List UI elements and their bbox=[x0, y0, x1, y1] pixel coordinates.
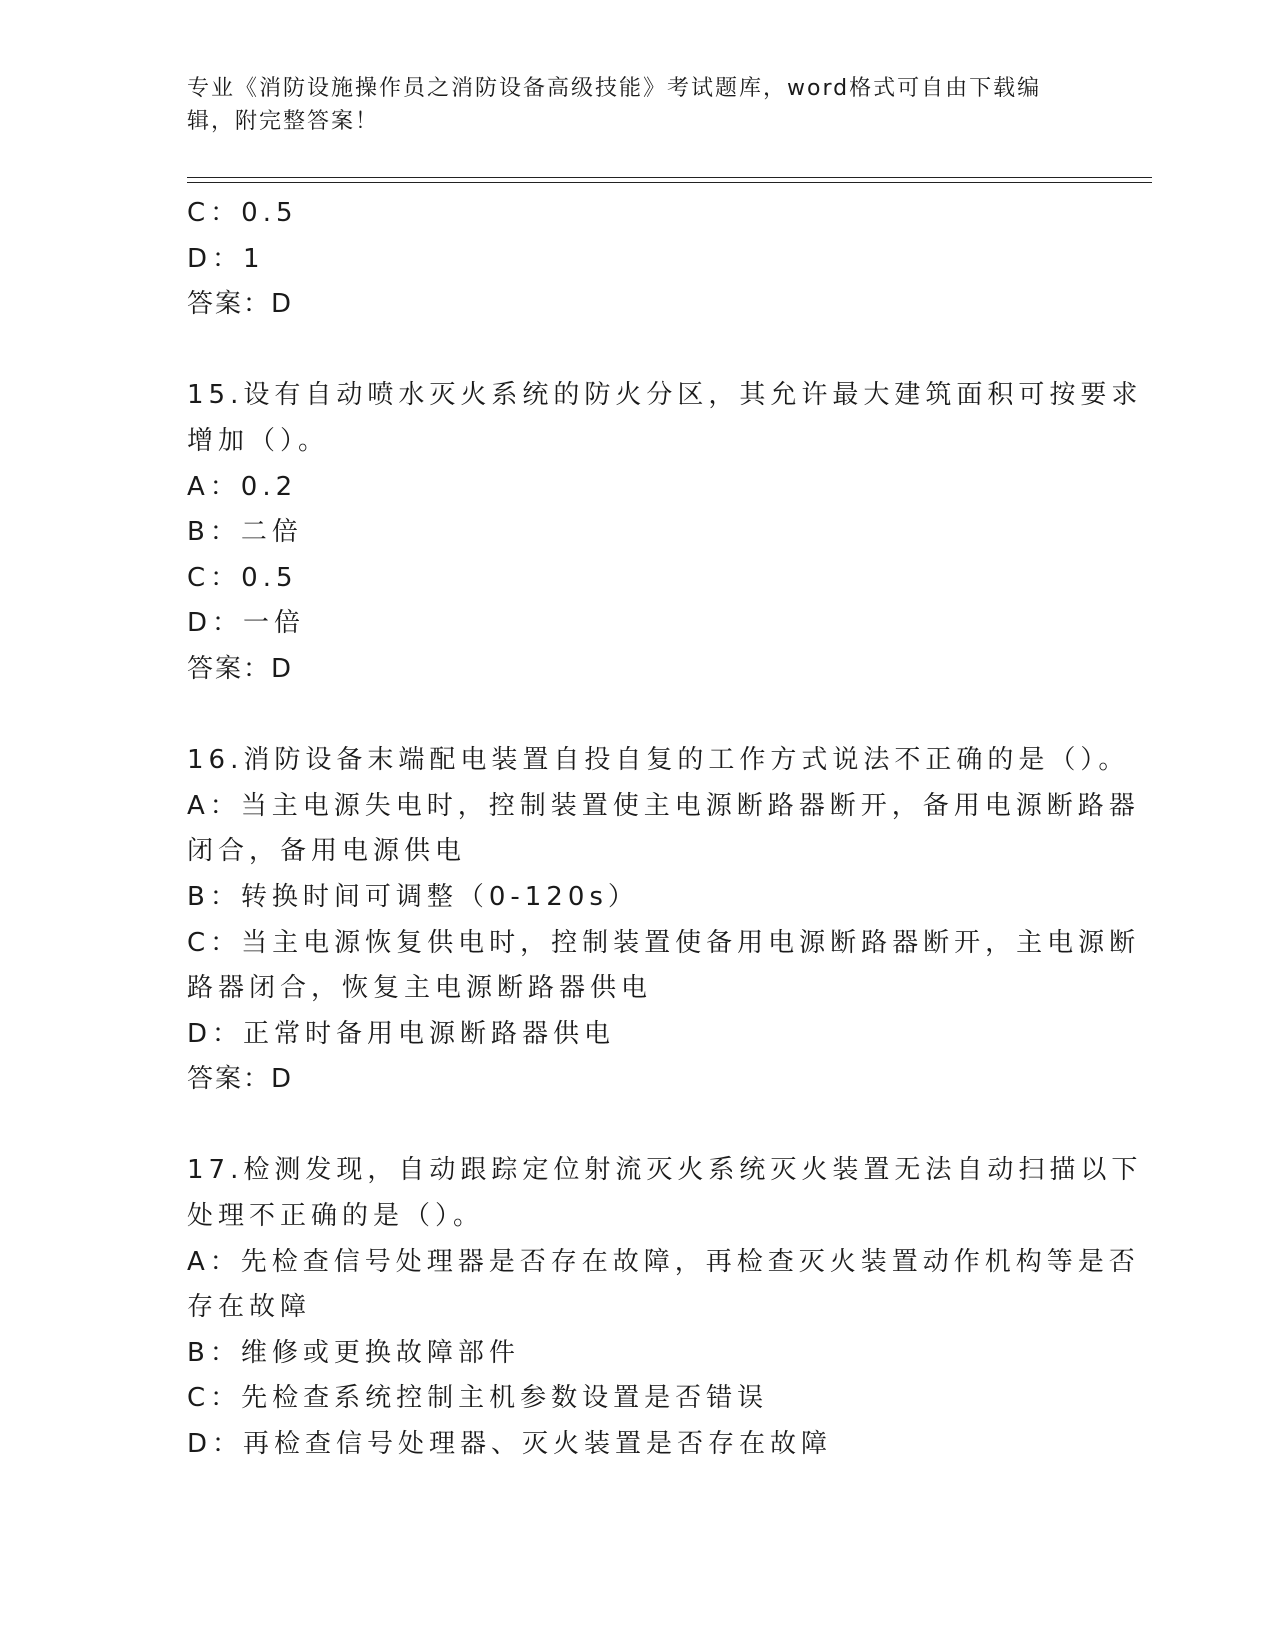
option-d: D：一倍 bbox=[187, 608, 306, 639]
question-stem-cont: 增加（）。 bbox=[187, 425, 330, 456]
option-b: B：二倍 bbox=[187, 517, 303, 548]
answer: 答案：D bbox=[187, 289, 294, 320]
spacer bbox=[187, 328, 1087, 374]
spacer bbox=[187, 693, 1087, 739]
question-14-tail bbox=[187, 191, 1087, 328]
option-a-cont: 闭合，备用电源供电 bbox=[187, 836, 467, 867]
question-15 bbox=[187, 373, 1143, 692]
answer: 答案：D bbox=[187, 1064, 294, 1095]
option-d: D：再检查信号处理器、灭火装置是否存在故障 bbox=[187, 1429, 833, 1460]
option-b: B：维修或更换故障部件 bbox=[187, 1337, 520, 1368]
page-header bbox=[187, 72, 1067, 138]
option-a: A：0.2 bbox=[187, 471, 298, 502]
answer: 答案：D bbox=[187, 653, 294, 684]
header-divider-top bbox=[187, 177, 1152, 178]
option-c: C：先检查系统控制主机参数设置是否错误 bbox=[187, 1383, 769, 1414]
option-b: B：转换时间可调整（0-120s） bbox=[187, 881, 639, 912]
option-a: A：先检查信号处理器是否存在故障，再检查灭火装置动作机构等是否 bbox=[187, 1246, 1140, 1277]
header-line-2: 辑，附完整答案！ bbox=[187, 109, 380, 134]
option-c: C：0.5 bbox=[187, 198, 298, 228]
spacer bbox=[187, 1103, 1087, 1149]
question-17 bbox=[187, 1148, 1143, 1467]
option-d: D：1 bbox=[187, 243, 265, 274]
header-line-1: 专业《消防设施操作员之消防设备高级技能》考试题库，word格式可自由下载编 bbox=[187, 76, 1042, 101]
option-c: C：当主电源恢复供电时，控制装置使备用电源断路器断开，主电源断 bbox=[187, 927, 1141, 958]
question-stem-cont: 处理不正确的是（）。 bbox=[187, 1201, 485, 1232]
question-list bbox=[187, 191, 1143, 1468]
question-stem: 17.检测发现，自动跟踪定位射流灭火系统灭火装置无法自动扫描以下 bbox=[187, 1155, 1143, 1186]
option-c: C：0.5 bbox=[187, 562, 298, 593]
option-d: D：正常时备用电源断路器供电 bbox=[187, 1018, 616, 1049]
question-16 bbox=[187, 738, 1141, 1103]
header-divider-bottom bbox=[187, 182, 1152, 183]
option-a-cont: 存在故障 bbox=[187, 1292, 312, 1323]
question-stem: 15.设有自动喷水灭火系统的防火分区，其允许最大建筑面积可按要求 bbox=[187, 380, 1143, 411]
option-a: A：当主电源失电时，控制装置使主电源断路器断开，备用电源断路器 bbox=[187, 790, 1140, 821]
question-stem: 16.消防设备末端配电装置自投自复的工作方式说法不正确的是（）。 bbox=[187, 745, 1130, 776]
option-c-cont: 路器闭合，恢复主电源断路器供电 bbox=[187, 973, 653, 1004]
